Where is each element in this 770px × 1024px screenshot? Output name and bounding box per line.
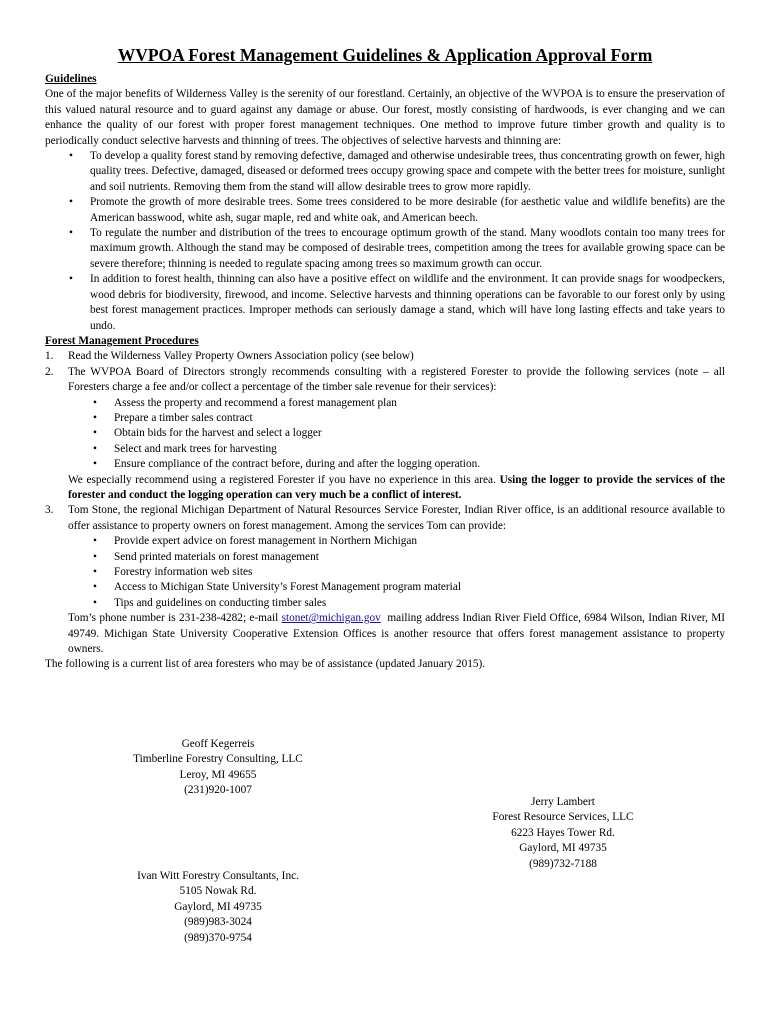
service-item: • Assess the property and recommend a forest management plan (114, 396, 725, 411)
service-item: • Provide expert advice on forest management in Northern Michigan (114, 534, 725, 549)
forester-contact-1 (118, 737, 318, 799)
procedure-number: 3. (45, 504, 54, 517)
objective-item: • Promote the growth of more desirable trees. Some trees considered to be more desirable (for aesthetic value and wildlife benefits) are the American basswood, white ash, sugar maple, red and white oak, and American beech. (90, 195, 725, 226)
forester-company: Timberline Forestry Consulting, LLC (133, 753, 303, 766)
forester-company: Forest Resource Services, LLC (492, 811, 634, 824)
forester-address: 5105 Nowak Rd. (179, 885, 257, 898)
service-item: • Select and mark trees for harvesting (114, 442, 725, 457)
procedure-number: 1. (45, 350, 54, 363)
service-item: • Prepare a timber sales contract (114, 411, 725, 426)
dnr-services-list (68, 534, 725, 611)
forester-city: Gaylord, MI 49735 (174, 900, 262, 913)
objective-item: • To develop a quality forest stand by removing defective, damaged and otherwise undesirable trees, thus concentrating growth on fewer, high quality trees. Defective, damaged, diseased or deformed trees occupy growing space and compete with the better trees for moisture, sunlight and soil nutrients. Removing them from the stand will allow desirable trees to grow more rapidly. (90, 149, 725, 195)
forester-phone: (989)983-3024 (184, 916, 252, 929)
procedure-number: 2. (45, 365, 54, 378)
objective-item: • To regulate the number and distribution of the trees to encourage optimum growth of the stand. Many woodlots contain too many trees for maximum growth. Although the stand may be composed of desirable trees, competition among the trees for available growing space can be severe therefore; thinning is needed to regulate spacing among trees so maximum growth can occur. (90, 226, 725, 272)
contact-phone-text: Tom’s phone number is 231-238-4282; e-mail (68, 612, 279, 625)
contact-address-text: mailing address Indian River Field Office, 6984 Wilson, Indian River, MI 49749. Michigan State University Cooperative Extension Offices is another resource that offers forest management assistance to property owners. (68, 612, 725, 656)
procedure-item-2 (45, 365, 725, 504)
forester-contact-2 (463, 795, 663, 872)
procedure-text: Tom Stone, the regional Michigan Department of Natural Resources Service Forester, Indian River office, is an additional resource available to offer assistance to property owners on forest management. Among the services Tom can provide: (68, 504, 725, 532)
email-link[interactable]: stonet@michigan.gov (281, 612, 381, 625)
procedures-list (45, 349, 725, 657)
service-item: • Tips and guidelines on conducting timber sales (114, 596, 725, 611)
service-item: • Send printed materials on forest management (114, 550, 725, 565)
guidelines-intro: One of the major benefits of Wilderness Valley is the serenity of our forestland. Certainly, an objective of the WVPOA is to ensure the preservation of this valued natural resource and to guard against any damage or abuse. Our forest, mostly consisting of hardwoods, is ever changing and we can enhance the quality of our forest with proper forest management techniques. One method to improve future timber growth and quality is to periodically conduct selective harvests and thinning of trees. The objectives of selective harvests and thinning are: (45, 88, 725, 147)
service-item: • Forestry information web sites (114, 565, 725, 580)
forester-address: 6223 Hayes Tower Rd. (511, 826, 615, 839)
procedure-text: Read the Wilderness Valley Property Owners Association policy (see below) (68, 350, 414, 363)
note-warning: Using the logger to provide the services of the forester and conduct the logging operation can very much be a conflict of interest. (68, 473, 725, 501)
forester-phone-alt: (989)370-9754 (184, 931, 252, 944)
objective-item: • In addition to forest health, thinning can also have a positive effect on wildlife and the environment. It can provide snags for woodpeckers, wood debris for biodiversity, firewood, and income. Selective harvests and thinning operations can be favorable to our forest only by using best forest management practices. Improper methods can seriously damage a stand, which will have long lasting effects and take years to undo. (90, 272, 725, 334)
procedures-heading: Forest Management Procedures (45, 334, 199, 347)
forester-name: Geoff Kegerreis (181, 738, 255, 750)
forester-phone: (989)732-7188 (529, 857, 597, 870)
procedure-item-3 (45, 503, 725, 657)
service-item: • Ensure compliance of the contract before, during and after the logging operation. (114, 457, 725, 472)
page-title: WVPOA Forest Management Guidelines & Application Approval Form (117, 45, 653, 65)
forester-company: Ivan Witt Forestry Consultants, Inc. (137, 870, 299, 882)
note-plain: We especially recommend using a registered Forester if you have no experience in this area. (68, 473, 496, 486)
forester-contact-3 (118, 869, 318, 946)
forester-name: Jerry Lambert (531, 796, 595, 808)
forester-city: Leroy, MI 49655 (179, 768, 257, 781)
forester-city: Gaylord, MI 49735 (519, 842, 607, 855)
service-item: • Access to Michigan State University’s Forest Management program material (114, 580, 725, 595)
procedure-text: The WVPOA Board of Directors strongly recommends consulting with a registered Forester to provide the following services (note – all Foresters charge a fee and/or collect a percentage of the timber sale revenue for their services): (68, 365, 725, 394)
forester-phone: (231)920-1007 (184, 784, 252, 797)
forester-services-list (68, 396, 725, 473)
objectives-list (45, 149, 725, 334)
recommendation-note (68, 473, 725, 504)
document-page (45, 44, 725, 673)
guidelines-heading: Guidelines (45, 73, 97, 85)
foresters-intro: The following is a current list of area foresters who may be of assistance (updated January 2015). (45, 658, 486, 671)
contact-info (68, 611, 725, 657)
procedure-item-1 (45, 349, 725, 364)
service-item: • Obtain bids for the harvest and select a logger (114, 426, 725, 441)
